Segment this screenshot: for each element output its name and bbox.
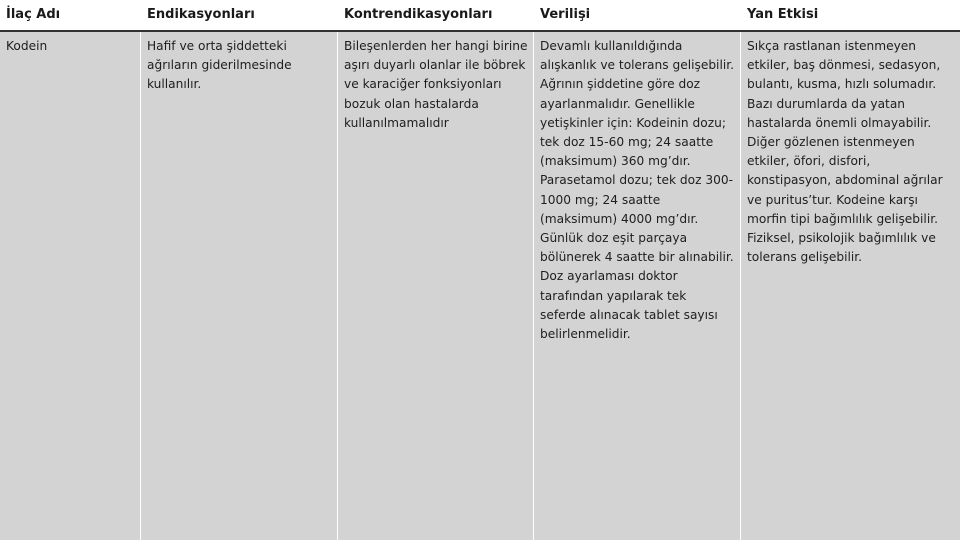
cell-side-effects: Sıkça rastlanan istenmeyen etkiler, baş dönmesi, sedasyon, bulantı, kusma, hızlı solumadır. Bazı durumlarda da yatan hastalarda önemli olmayabilir. Diğer gözlenen istenmeyen etkiler, öfori, disfori, konstipasyon, abdominal ağrılar ve puritus’tur. Kodeine karşı morfin tipi bağımlılık gelişebilir. Fiziksel, psikolojik bağımlılık ve tolerans gelişebilir. [747, 39, 943, 265]
cell-contraindications: Bileşenlerden her hangi birine aşırı duyarlı olanlar ile böbrek ve karaciğer fonksiyonları bozuk olan hastalarda kullanılmamalıdır [344, 39, 528, 130]
cell-indications: Hafif ve orta şiddetteki ağrıların giderilmesinde kullanılır. [147, 39, 292, 92]
header-side-effects: Yan Etkisi [747, 7, 819, 22]
header-contraindications: Kontrendikasyonları [344, 7, 493, 22]
cell-drug-name: Kodein [6, 39, 48, 53]
header-indications: Endikasyonları [147, 7, 255, 22]
cell-administration: Devamlı kullanıldığında alışkanlık ve tolerans gelişebilir. Ağrının şiddetine göre doz ayarlanmalıdır. Genellikle yetişkinler için: Kodeinin dozu; tek doz 15-60 mg; 24 saatte (maksimum) 360 mg’dır. Parasetamol dozu; tek doz 300-1000 mg; 24 saatte (maksimum) 4000 mg’dır. Günlük doz eşit parçaya bölünerek 4 saatte bir alınabilir. Doz ayarlaması doktor tarafından yapılarak tek seferde alınacak tablet sayısı belirlenmelidir. [540, 39, 734, 342]
header-drug-name: İlaç Adı [6, 7, 61, 22]
header-administration: Verilişi [540, 7, 591, 22]
